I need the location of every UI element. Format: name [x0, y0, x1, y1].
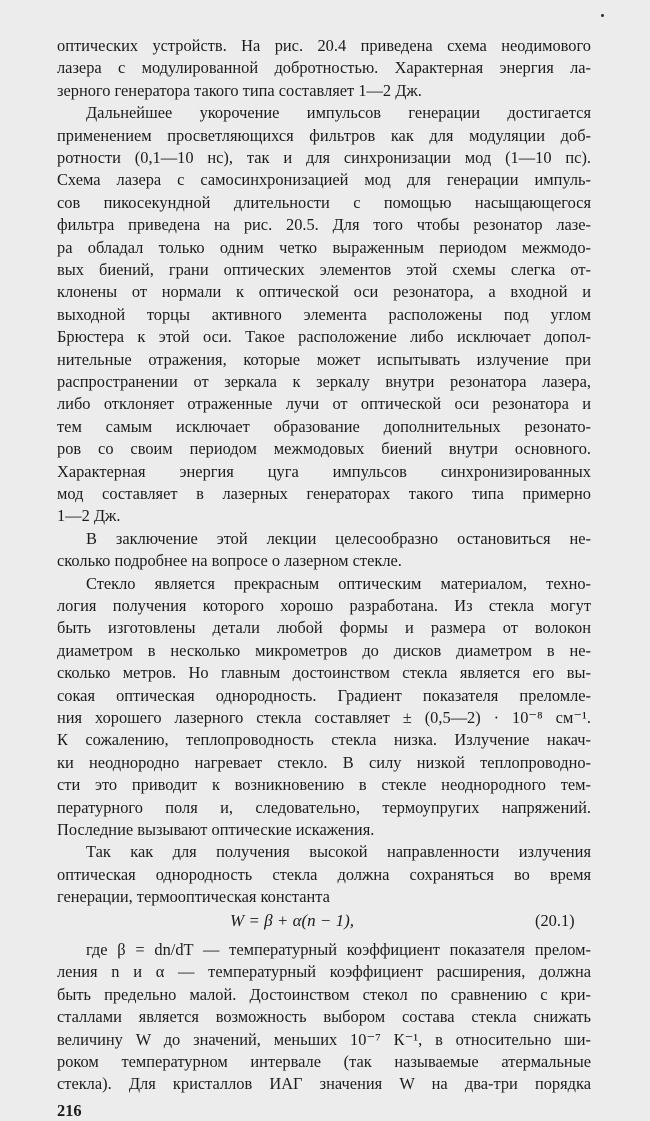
text-line: Стекло является прекрасным оптическим материалом, техно- — [86, 574, 591, 593]
text-line: величину W до значений, меньших 10⁻⁷ К⁻¹, в относительно ши- — [57, 1030, 591, 1049]
text-line: роком температурном интервале (так называемые атермальные — [57, 1052, 591, 1071]
text-line: сколько подробнее на вопросе о лазерном стекле. — [57, 551, 402, 570]
text-line: логия получения которого хорошо разработана. Из стекла могут — [57, 596, 591, 615]
equation-formula: W = β + α(n − 1), — [230, 911, 355, 930]
print-speck — [601, 14, 604, 17]
text-line: нительные отражения, которые может испытывать излучение при — [57, 350, 591, 369]
text-line: тем самым исключает образование дополнительных резонато- — [57, 417, 591, 436]
text-line: Характерная энергия цуга импульсов синхронизированных — [57, 462, 591, 481]
text-line: быть предельно малой. Достоинством стекол по сравнению с кри- — [57, 985, 591, 1004]
text-line: Дальнейшее укорочение импульсов генерации достигается — [86, 103, 591, 122]
text-line: пературного поля и, следовательно, термоупругих напряжений. — [57, 798, 591, 817]
text-line: К сожалению, теплопроводность стекла низка. Излучение накач- — [57, 730, 591, 749]
text-line: Последние вызывают оптические искажения. — [57, 820, 375, 839]
equation-number: (20.1) — [535, 911, 575, 930]
text-line: лазера с модулированной добротностью. Характерная энергия ла- — [57, 58, 591, 77]
text-line: выходной торцы активного элемента расположены под углом — [57, 305, 591, 324]
text-line: ки неоднородно нагревает стекло. В силу низкой теплопроводно- — [57, 753, 591, 772]
text-line: стекла). Для кристаллов ИАГ значения W на два-три порядка — [57, 1074, 591, 1093]
text-line: клонены от нормали к оптической оси резонатора, а входной и — [57, 282, 591, 301]
text-line: сколько метров. Но главным достоинством стекла является его вы- — [57, 663, 591, 682]
text-line: фильтра приведена на рис. 20.5. Для того чтобы резонатор лазе- — [57, 215, 591, 234]
text-line: ления n и α — температурный коэффициент расширения, должна — [57, 962, 591, 981]
text-line: оптическая однородность стекла должна сохраняться во время — [57, 865, 591, 884]
text-line: зерного генератора такого типа составляет 1—2 Дж. — [57, 81, 422, 100]
text-line: либо отклоняет отраженные лучи от оптической оси резонатора и — [57, 394, 591, 413]
text-line: распространении от зеркала к зеркалу внутри резонатора лазера, — [57, 372, 591, 391]
text-line: ния хорошего лазерного стекла составляет ± (0,5—2) · 10⁻⁸ см⁻¹. — [57, 708, 591, 727]
text-line: ров со своим периодом межмодовых биений внутри основного. — [57, 439, 591, 458]
text-line: диаметром в несколько микрометров до дисков диаметром в не- — [57, 641, 591, 660]
text-line: ра обладал только одним четко выраженным периодом межмодо- — [57, 238, 591, 257]
text-line: быть изготовлены детали любой формы и размера от волокон — [57, 618, 591, 637]
text-line: ротности (0,1—10 нс), так и для синхронизации мод (1—10 пс). — [57, 148, 591, 167]
text-line: где β = dn/dT — температурный коэффициент показателя прелом- — [86, 940, 591, 959]
text-line: генерации, термооптическая константа — [57, 887, 330, 906]
page-number: 216 — [57, 1101, 82, 1120]
text-line: сокая оптическая однородность. Градиент показателя преломле- — [57, 686, 591, 705]
text-line: В заключение этой лекции целесообразно остановиться не- — [86, 529, 591, 548]
text-line: сов пикосекундной длительности с помощью насыщающегося — [57, 193, 591, 212]
text-line: сталлами является возможность выбором состава стекла снижать — [57, 1007, 591, 1026]
text-line: сти это приводит к возникновению в стекле неоднородного тем- — [57, 775, 591, 794]
text-line: применением просветляющихся фильтров как для модуляции доб- — [57, 126, 591, 145]
text-line: оптических устройств. На рис. 20.4 приведена схема неодимового — [57, 36, 591, 55]
text-line: мод составляет в лазерных генераторах такого типа примерно — [57, 484, 591, 503]
text-line: 1—2 Дж. — [57, 506, 121, 525]
text-line: Брюстера к этой оси. Такое расположение либо исключает допол- — [57, 327, 591, 346]
text-line: вых биений, грани оптических элементов этой схемы слегка от- — [57, 260, 591, 279]
text-line: Схема лазера с самосинхронизацией мод для генерации импуль- — [57, 170, 591, 189]
text-line: Так как для получения высокой направленности излучения — [86, 842, 591, 861]
